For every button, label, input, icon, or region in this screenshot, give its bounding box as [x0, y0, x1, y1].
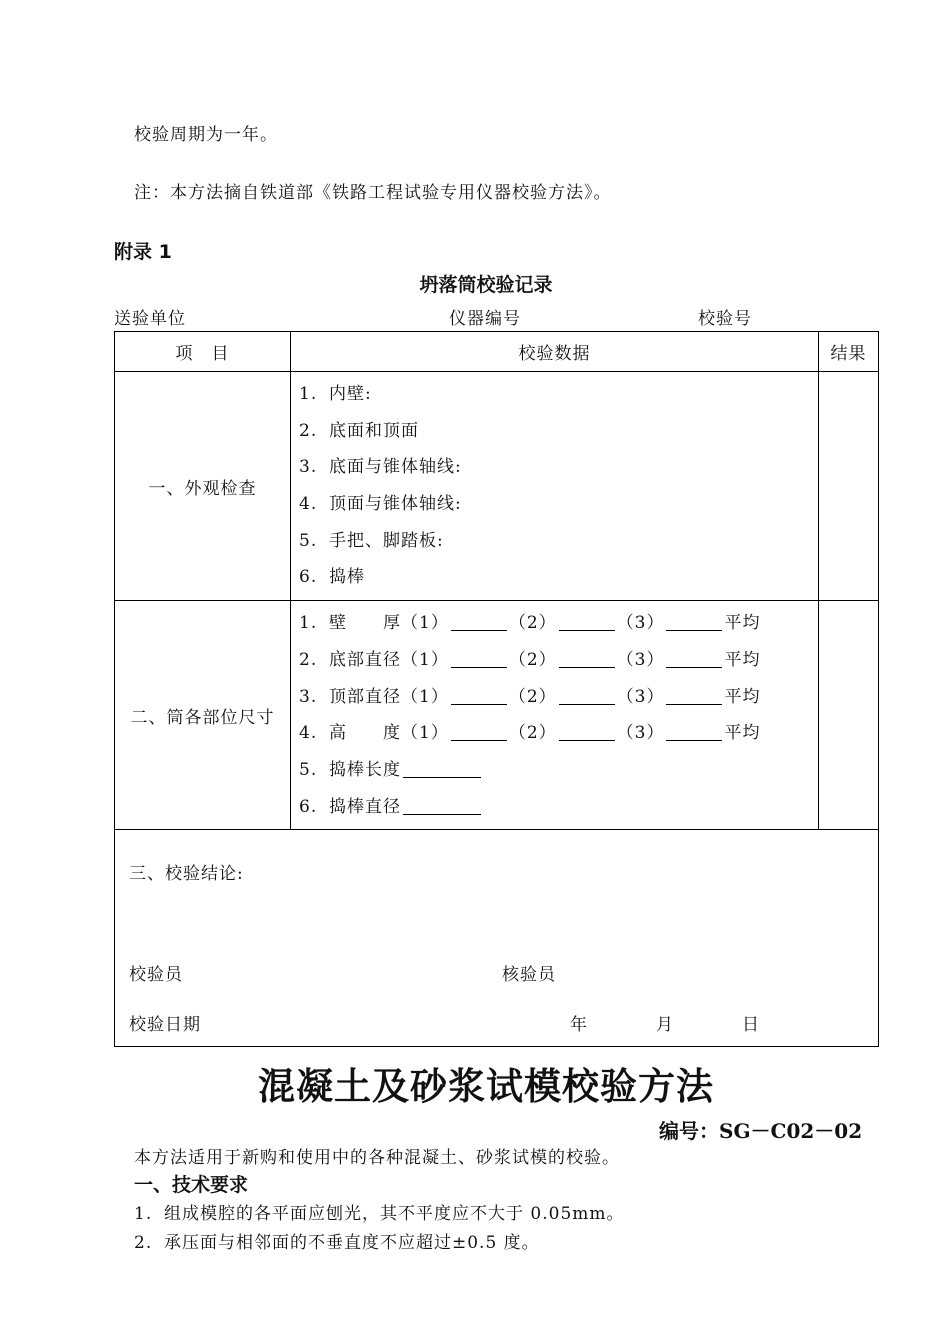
meta-submitting-unit: 送验单位 — [114, 309, 186, 329]
header-item: 项 目 — [115, 332, 291, 372]
blank-field[interactable] — [666, 647, 722, 668]
list-item: 4. 顶面与锥体轴线: — [299, 494, 462, 515]
blank-field[interactable] — [451, 720, 507, 741]
checker-label: 核验员 — [502, 965, 556, 986]
month-label: 月 — [656, 1015, 674, 1036]
section-heading: 一、技术要求 — [134, 1174, 249, 1196]
blank-field[interactable] — [559, 610, 615, 631]
appendix-label: 附录 1 — [114, 241, 172, 263]
table-header-row — [115, 332, 879, 372]
table-row-conclusion — [115, 830, 879, 1047]
blank-field[interactable] — [666, 720, 722, 741]
meta-instrument-no: 仪器编号 — [449, 309, 521, 329]
blank-field[interactable] — [403, 757, 481, 778]
blank-field[interactable] — [666, 684, 722, 705]
blank-field[interactable] — [451, 647, 507, 668]
list-item: 5. 捣棒长度 — [299, 752, 818, 789]
header-data: 校验数据 — [291, 332, 819, 372]
result-cell-dimensions[interactable] — [819, 601, 879, 830]
meta-calibration-no: 校验号 — [698, 309, 752, 329]
blank-field[interactable] — [451, 610, 507, 631]
list-item: 3. 底面与锥体轴线: — [299, 457, 462, 478]
list-item: 1. 壁 厚（1） （2） （3） 平均 — [299, 605, 818, 642]
header-result: 结果 — [819, 332, 879, 372]
list-item: 1. 组成模腔的各平面应刨光，其不平度应不大于 0.05mm。 — [134, 1204, 625, 1224]
page-title: 混凝土及砂浆试模校验方法 — [258, 1065, 714, 1108]
appearance-items — [291, 372, 819, 601]
period-paragraph: 校验周期为一年。 — [134, 125, 278, 145]
category-appearance: 一、外观检查 — [115, 372, 291, 601]
list-item: 1. 内壁: — [299, 384, 372, 404]
blank-field[interactable] — [666, 610, 722, 631]
blank-field[interactable] — [451, 684, 507, 705]
result-cell-appearance[interactable] — [819, 372, 879, 601]
conclusion-label: 三、校验结论: — [129, 864, 244, 885]
blank-field[interactable] — [559, 684, 615, 705]
list-item: 6. 捣棒 — [299, 567, 365, 588]
year-label: 年 — [570, 1015, 588, 1036]
form-title: 坍落筒校验记录 — [419, 274, 553, 296]
blank-field[interactable] — [559, 720, 615, 741]
list-item: 5. 手把、脚踏板: — [299, 530, 444, 551]
list-item: 4. 高 度（1） （2） （3） 平均 — [299, 715, 818, 752]
table-row-appearance — [115, 372, 879, 601]
list-item: 2. 底面和顶面 — [299, 420, 419, 441]
calibration-record-table — [114, 331, 879, 1047]
document-code: 编号：SG－C02－02 — [659, 1119, 863, 1143]
conclusion-cell — [115, 830, 878, 1046]
list-item: 2. 底部直径（1） （2） （3） 平均 — [299, 642, 818, 679]
list-item: 2. 承压面与相邻面的不垂直度不应超过±0.5 度。 — [134, 1233, 540, 1253]
source-note: 注：本方法摘自铁道部《铁路工程试验专用仪器校验方法》。 — [134, 183, 612, 203]
dimension-items — [291, 601, 819, 830]
blank-field[interactable] — [559, 647, 615, 668]
table-row-dimensions — [115, 601, 879, 830]
day-label: 日 — [742, 1015, 760, 1036]
list-item: 6. 捣棒直径 — [299, 789, 818, 826]
date-label: 校验日期 — [129, 1015, 201, 1036]
blank-field[interactable] — [403, 794, 481, 815]
intro-paragraph: 本方法适用于新购和使用中的各种混凝土、砂浆试模的校验。 — [134, 1148, 620, 1168]
list-item: 3. 顶部直径（1） （2） （3） 平均 — [299, 679, 818, 716]
inspector-label: 校验员 — [129, 965, 183, 986]
category-dimensions: 二、筒各部位尺寸 — [115, 601, 291, 830]
